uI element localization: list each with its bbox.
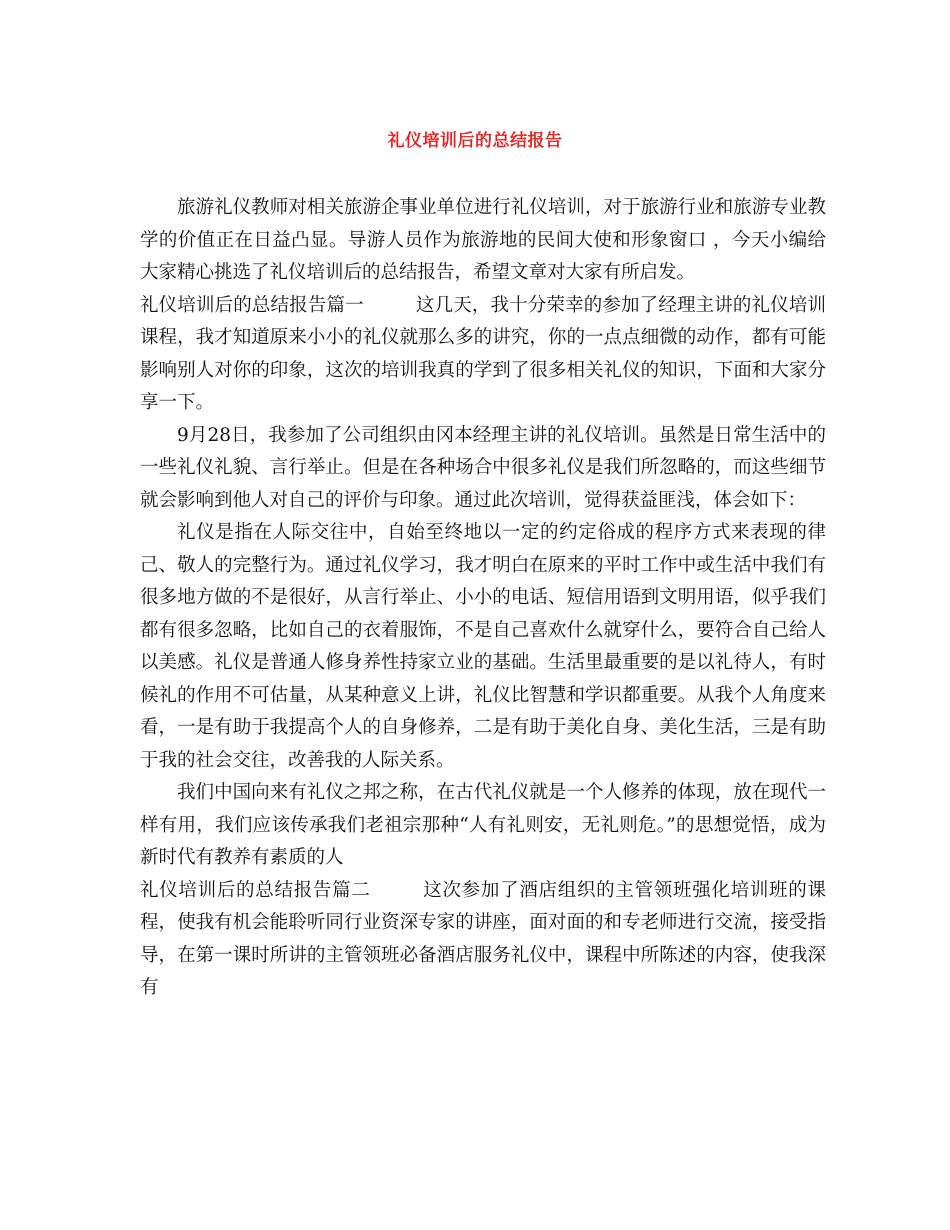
- paragraph-text: 旅游礼仪教师对相关旅游企事业单位进行礼仪培训，对于旅游行业和旅游专业教学的价值正在日益凸显。导游人员作为旅游地的民间大使和形象窗口 ，今天小编给大家精心挑选了礼仪培训后的总结报告，希望文章对大家有所启发。: [140, 197, 826, 283]
- paragraph-text: 这次参加了酒店组织的主管领班强化培训班的课程，使我有机会能聆听同行业资深专家的讲座，面对面的和专老师进行交流，接受指导，在第一课时所讲的主管领班必备酒店服务礼仪中，课程中所陈述的内容，使我深有: [140, 879, 826, 998]
- paragraph-text: 礼仪是指在人际交往中，自始至终地以一定的约定俗成的程序方式来表现的律己、敬人的完整行为。通过礼仪学习，我才明白在原来的平时工作中或生活中我们有很多地方做的不是很好，从言行举止、小小的电话、短信用语到文明用语，似乎我们都有很多忽略，比如自己的衣着服饰，不是自己喜欢什么就穿什么，要符合自己给人以美感。礼仪是普通人修身养性持家立业的基础。生活里最重要的是以礼待人，有时候礼的作用不可估量，从某种意义上讲，礼仪比智慧和学识都重要。从我个人角度来看，一是有助于我提高个人的自身修养，二是有助于美化自身、美化生活，三是有助于我的社会交往，改善我的人际关系。: [140, 522, 826, 771]
- document-title: 礼仪培训后的总结报告: [387, 131, 563, 151]
- document-body: [140, 192, 826, 1005]
- section-heading-one: 礼仪培训后的总结报告篇一: [140, 294, 364, 316]
- paragraph-text: 这几天，我十分荣幸的参加了经理主讲的礼仪培训课程，我才知道原来小小的礼仪就那么多的讲究，你的一点点细微的动作，都有可能影响别人对你的印象，这次的培训我真的学到了很多相关礼仪的知识，下面和大家分享一下。: [140, 294, 826, 413]
- date-paragraph: [140, 420, 826, 518]
- china-etiquette-paragraph: [140, 777, 826, 875]
- paragraph-text: 我们中国向来有礼仪之邦之称，在古代礼仪就是一个人修养的体现，放在现代一样有用，我们应该传承我们老祖宗那种“人有礼则安，无礼则危。”的思想觉悟，成为新时代有教养有素质的人: [140, 782, 826, 868]
- etiquette-definition-paragraph: [140, 517, 826, 777]
- section-two-paragraph: [140, 875, 826, 1005]
- intro-paragraph: [140, 192, 826, 290]
- section-heading-two: 礼仪培训后的总结报告篇二: [140, 879, 371, 901]
- section-one-paragraph: [140, 290, 826, 420]
- paragraph-text: 9月28日，我参加了公司组织由冈本经理主讲的礼仪培训。虽然是日常生活中的一些礼仪礼貌、言行举止。但是在各种场合中很多礼仪是我们所忽略的，而这些细节就会影响到他人对自己的评价与印象。通过此次培训，觉得获益匪浅，体会如下：: [140, 424, 826, 511]
